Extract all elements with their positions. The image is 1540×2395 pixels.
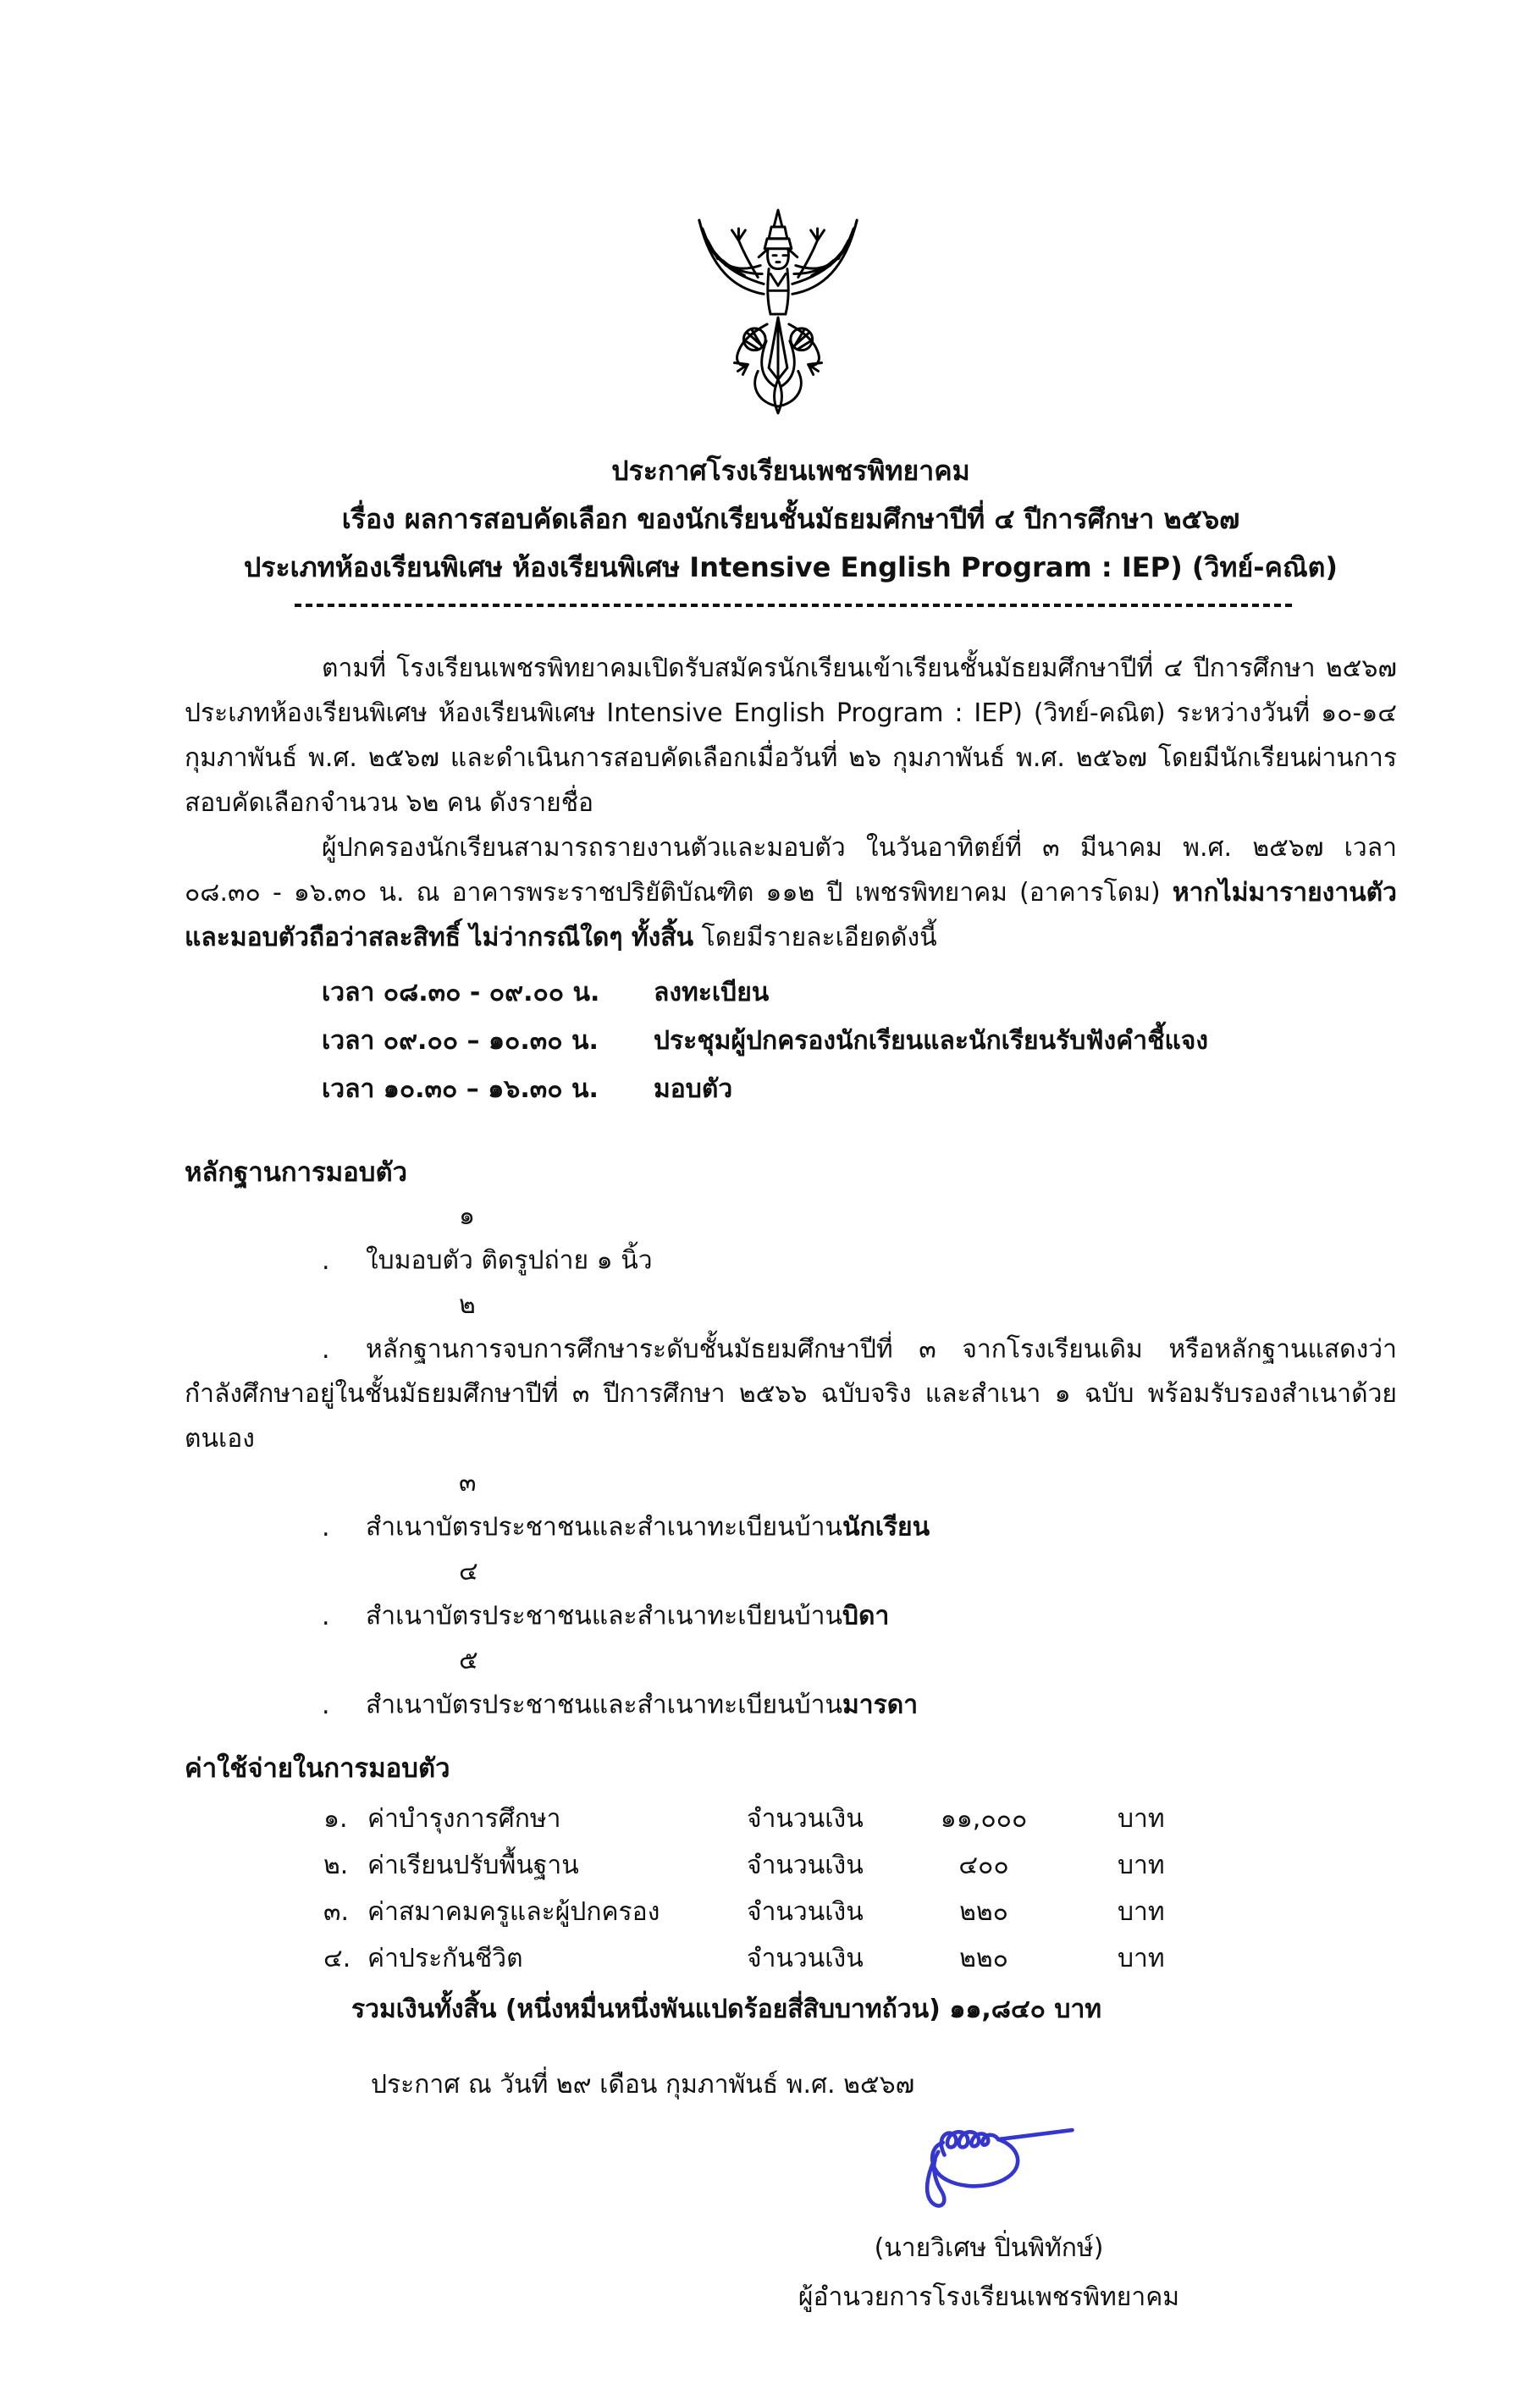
evidence-list [185,1195,1397,1728]
fee-item [323,1842,747,1889]
announcement-title: ประกาศโรงเรียนเพชรพิทยาคม [611,455,970,487]
schedule-list [322,968,1397,1113]
document-title-block [185,447,1397,592]
fee-unit: บาท [1118,1851,1165,1880]
fee-item-label: ค่าเรียนปรับพื้นฐาน [367,1851,579,1880]
garuda-emblem-graphic [686,207,870,433]
signature-block [693,2121,1285,2320]
schedule-time: เวลา ๐๙.๐๐ – ๑๐.๓๐ น. [322,1026,599,1056]
fee-amount-label: จำนวนเงิน [747,1804,864,1834]
garuda-emblem [686,207,870,433]
item-text: สำเนาบัตรประชาชนและสำเนาทะเบียนบ้าน [366,1512,843,1542]
fee-amount-label: จำนวนเงิน [747,1851,864,1880]
intro-paragraph: ตามที่ โรงเรียนเพชรพิทยาคมเปิดรับสมัครนักเรียนเข้าเรียนชั้นมัธยมศึกษาปีที่ ๔ ปีการศึกษา ๒๕๖๗ ประเภทห้องเรียนพิเศษ ห้องเรียนพิเศษ Intensive English Program : IEP) (วิทย์-คณิต) ระหว่างวันที่ ๑๐-๑๔ กุมภาพันธ์ พ.ศ. ๒๕๖๗ และดำเนินการสอบคัดเลือกเมื่อวันที่ ๒๖ กุมภาพันธ์ พ.ศ. ๒๕๖๗ โดยมีนักเรียนผ่านการสอบคัดเลือกจำนวน ๖๒ คน ดังรายชื่อ [185,654,1397,818]
fee-amount-value: ๒๒๐ [959,1944,1008,1973]
fee-row [323,1889,1397,1935]
schedule-row [322,968,1397,1017]
fee-unit: บาท [1118,1804,1165,1834]
fee-item-label: ค่าประกันชีวิต [367,1944,523,1973]
report-paragraph-normal1: ผู้ปกครองนักเรียนสามารถรายงานตัวและมอบตัว ในวันอาทิตย์ที่ ๓ มีนาคม พ.ศ. ๒๕๖๗ เวลา ๐๘.๓๐ - ๑๖.๓๐ น. ณ อาคารพระราชปริยัติบัณฑิต ๑๑๒ ปี เพชรพิทยาคม (อาคารโดม) [185,833,1397,908]
item-text: หลักฐานการจบการศึกษาระดับชั้นมัธยมศึกษาปีที่ ๓ จากโรงเรียนเดิม หรือหลักฐานแสดงว่ากำลังศึกษาอยู่ในชั้นมัธยมศึกษาปีที่ ๓ ปีการศึกษา ๒๕๖๖ ฉบับจริง และสำเนา ๑ ฉบับ พร้อมรับรองสำเนาด้วยตนเอง [185,1334,1397,1454]
item-text: สำเนาบัตรประชาชนและสำเนาทะเบียนบ้าน [366,1601,843,1631]
signatory-title: ผู้อำนวยการโรงเรียนเพชรพิทยาคม [798,2282,1180,2312]
fee-row [323,1935,1397,1982]
evidence-heading: หลักฐานการมอบตัว [185,1157,408,1188]
evidence-item [185,1283,1397,1461]
evidence-item [185,1550,1397,1639]
fee-item [323,1935,747,1982]
expenses-table [323,1796,1397,1982]
evidence-item [185,1195,1397,1283]
program-line: ประเภทห้องเรียนพิเศษ ห้องเรียนพิเศษ Intensive English Program : IEP) (วิทย์-คณิต) [243,551,1339,583]
item-bold-suffix: บิดา [842,1601,890,1631]
item-number: ๓. [322,1468,477,1542]
fee-amount-value: ๒๒๐ [959,1897,1008,1927]
item-bold-suffix: มารดา [842,1690,919,1720]
item-number: ๒. [322,1290,476,1365]
report-paragraph-warning: หากไม่มารายงานตัวและมอบตัวถือว่าสละสิทธิ์ ไม่ว่ากรณีใดๆ ทั้งสิ้น [185,878,1397,952]
signature-stroke-group [927,2130,1072,2206]
schedule-time: เวลา ๑๐.๓๐ – ๑๖.๓๐ น. [322,1074,599,1104]
announcement-document [0,207,1540,2395]
subject-line: เรื่อง ผลการสอบคัดเลือก ของนักเรียนชั้นมัธยมศึกษาปีที่ ๔ ปีการศึกษา ๒๕๖๗ [341,503,1240,535]
evidence-item [185,1639,1397,1728]
fee-row [323,1796,1397,1842]
fee-item [323,1889,747,1935]
signatory-name: (นายวิเศษ ปิ่นพิทักษ์) [874,2233,1104,2263]
fee-item-label: ค่าสมาคมครูและผู้ปกครอง [367,1897,660,1927]
fee-row [323,1842,1397,1889]
schedule-time: เวลา ๐๘.๓๐ - ๐๙.๐๐ น. [322,978,600,1007]
item-text: ใบมอบตัว ติดรูปถ่าย ๑ นิ้ว [366,1245,653,1276]
report-paragraph-normal2: โดยมีรายละเอียดดังนี้ [693,923,937,952]
fee-number: ๒. [323,1851,349,1880]
item-text: สำเนาบัตรประชาชนและสำเนาทะเบียนบ้าน [366,1690,843,1720]
fee-number: ๓. [323,1897,350,1927]
schedule-activity: ประชุมผู้ปกครองนักเรียนและนักเรียนรับฟังคำชี้แจง [654,1026,1209,1056]
total-amount-line: รวมเงินทั้งสิ้น (หนึ่งหมื่นหนึ่งพันแปดร้อยสี่สิบบาทถ้วน) ๑๑,๘๔๐ บาท [351,1995,1102,2024]
item-number: ๑. [322,1201,476,1276]
dashed-separator [295,604,1296,607]
schedule-row [322,1017,1397,1065]
fee-item-label: ค่าบำรุงการศึกษา [367,1804,561,1834]
signature-ink [891,2121,1086,2218]
item-number: ๔. [322,1557,478,1631]
fee-unit: บาท [1118,1897,1165,1927]
fee-unit: บาท [1118,1944,1165,1973]
fee-number: ๔. [323,1944,351,1973]
item-bold-suffix: นักเรียน [842,1512,930,1542]
fee-number: ๑. [323,1804,348,1834]
expenses-heading: ค่าใช้จ่ายในการมอบตัว [185,1753,450,1784]
fee-amount-value: ๔๐๐ [958,1851,1009,1880]
report-paragraph [185,825,1397,960]
fee-amount-value: ๑๑,๐๐๐ [940,1804,1028,1834]
schedule-activity: ลงทะเบียน [654,978,770,1007]
schedule-row [322,1065,1397,1113]
item-number: ๕. [322,1646,478,1720]
schedule-activity: มอบตัว [654,1074,733,1104]
fee-amount-label: จำนวนเงิน [747,1944,864,1973]
evidence-item [185,1461,1397,1550]
issued-date-line: ประกาศ ณ วันที่ ๒๙ เดือน กุมภาพันธ์ พ.ศ. ๒๕๖๗ [371,2070,915,2100]
fee-amount-label: จำนวนเงิน [747,1897,864,1927]
fee-item [323,1796,747,1842]
